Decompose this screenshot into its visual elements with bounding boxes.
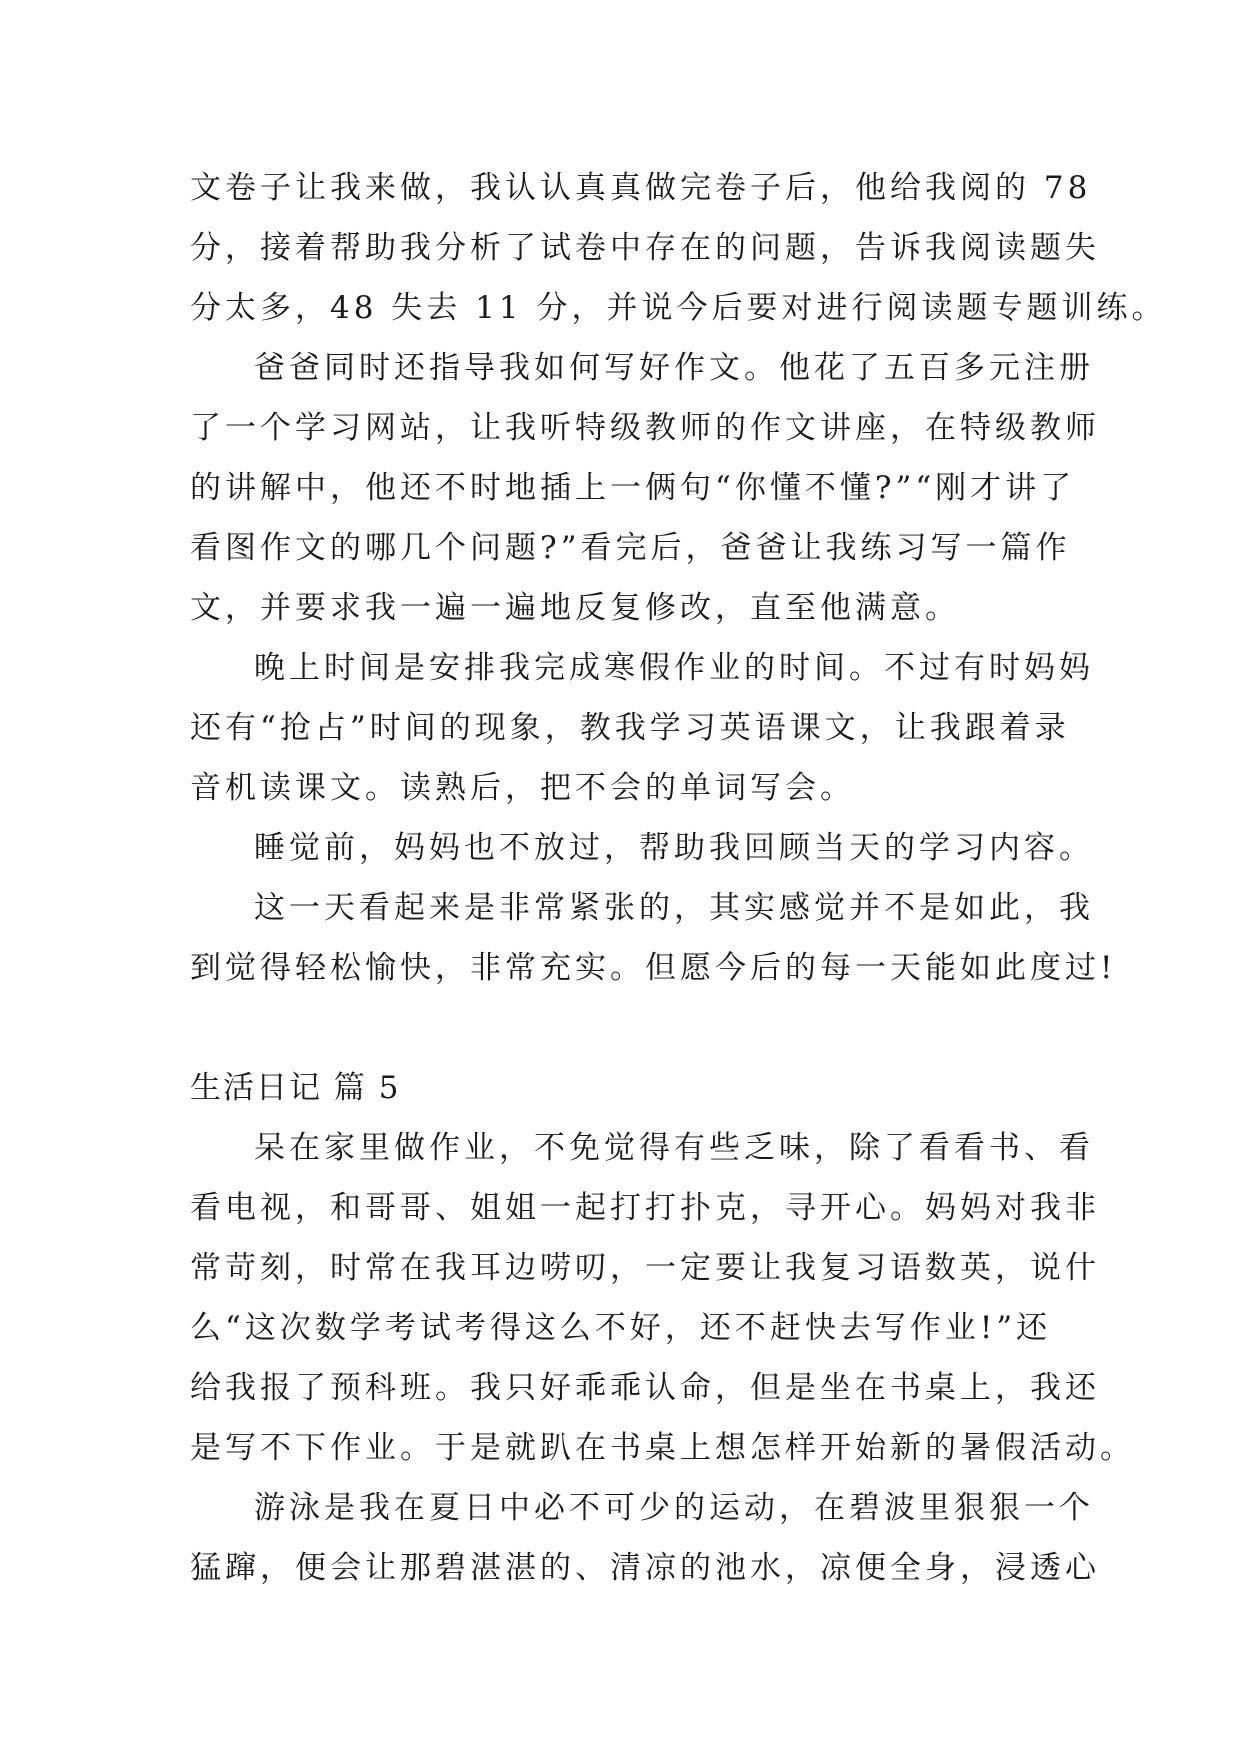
text-line: 到觉得轻松愉快，非常充实。但愿今后的每一天能如此度过! (190, 950, 1117, 986)
text-line: 了一个学习网站，让我听特级教师的作文讲座，在特级教师 (190, 410, 1100, 446)
text-line: 这一天看起来是非常紧张的，其实感觉并不是如此，我 (254, 890, 1094, 926)
text-line: 么“这次数学考试考得这么不好，还不赶快去写作业!”还 (190, 1310, 1052, 1346)
text-line: 呆在家里做作业，不免觉得有些乏味，除了看看书、看 (254, 1130, 1094, 1166)
text-line: 看图作文的哪几个问题?”看完后，爸爸让我练习写一篇作 (190, 530, 1071, 566)
text-line: 文，并要求我一遍一遍地反复修改，直至他满意。 (190, 590, 960, 626)
text-line: 分，接着帮助我分析了试卷中存在的问题，告诉我阅读题失 (190, 230, 1100, 266)
text-line: 分太多，48 失去 11 分，并说今后要对进行阅读题专题训练。 (190, 290, 1167, 326)
text-line: 给我报了预科班。我只好乖乖认命，但是坐在书桌上，我还 (190, 1370, 1100, 1406)
text-line: 文卷子让我来做，我认认真真做完卷子后，他给我阅的 78 (190, 170, 1092, 206)
text-line: 常苛刻，时常在我耳边唠叨，一定要让我复习语数英，说什 (190, 1250, 1100, 1286)
text-line: 爸爸同时还指导我如何写好作文。他花了五百多元注册 (254, 350, 1094, 386)
text-line: 音机读课文。读熟后，把不会的单词写会。 (190, 770, 855, 806)
text-line: 看电视，和哥哥、姐姐一起打打扑克，寻开心。妈妈对我非 (190, 1190, 1100, 1226)
section-heading: 生活日记 篇 5 (190, 1070, 401, 1106)
text-line: 还有“抢占”时间的现象，教我学习英语课文，让我跟着录 (190, 710, 1070, 746)
text-line: 睡觉前，妈妈也不放过，帮助我回顾当天的学习内容。 (254, 830, 1094, 866)
text-line: 游泳是我在夏日中必不可少的运动，在碧波里狠狠一个 (254, 1490, 1094, 1526)
text-line: 猛蹿，便会让那碧湛湛的、清凉的池水，凉便全身，浸透心 (190, 1550, 1100, 1586)
text-line: 的讲解中，他还不时地插上一俩句“你懂不懂?”“刚才讲了 (190, 470, 1076, 506)
document-body (190, 158, 1167, 1598)
text-line: 晚上时间是安排我完成寒假作业的时间。不过有时妈妈 (254, 650, 1094, 686)
text-line: 是写不下作业。于是就趴在书桌上想怎样开始新的暑假活动。 (190, 1430, 1135, 1466)
